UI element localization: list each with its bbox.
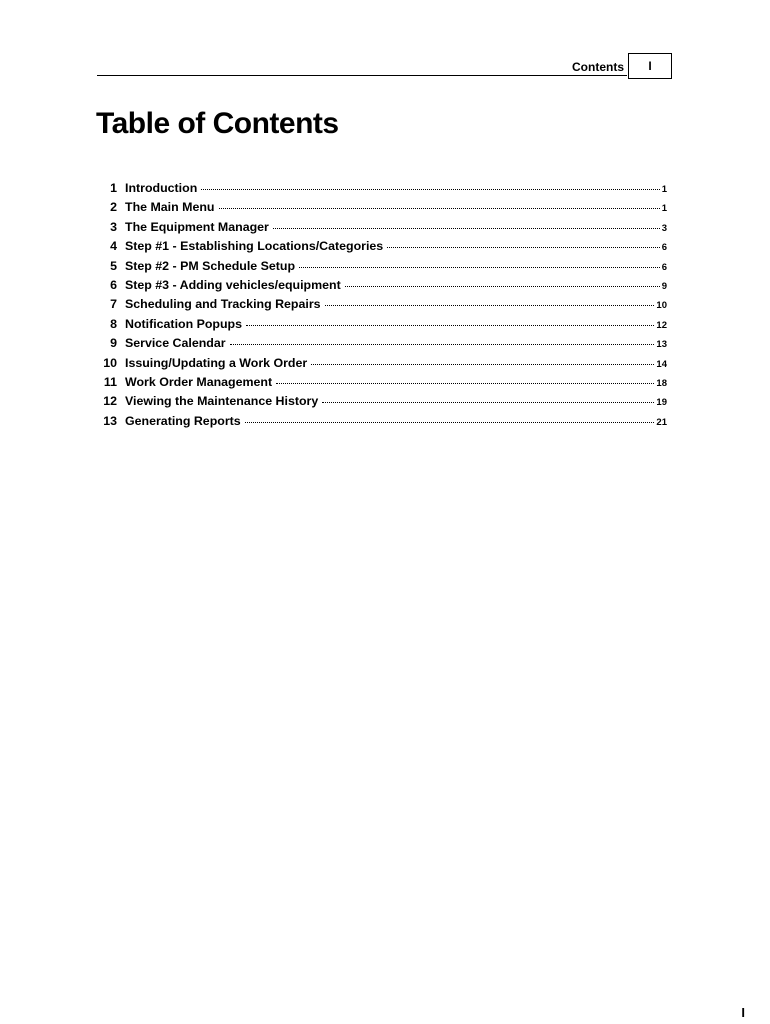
toc-leader-dots xyxy=(322,402,654,403)
page-header xyxy=(97,53,672,81)
toc-entry-title[interactable]: Step #3 - Adding vehicles/equipment xyxy=(125,277,341,292)
toc-leader-dots xyxy=(387,247,660,248)
toc-entry-number: 10 xyxy=(103,355,117,370)
toc-leader-dots xyxy=(219,208,660,209)
page-title: Table of Contents xyxy=(96,107,339,140)
toc-entry[interactable] xyxy=(97,394,667,413)
toc-entry-title[interactable]: Work Order Management xyxy=(125,374,273,389)
toc-entry[interactable] xyxy=(97,239,667,258)
toc-entry[interactable] xyxy=(97,278,667,297)
toc-entry-number: 3 xyxy=(110,219,117,234)
toc-entry-number: 9 xyxy=(110,336,117,351)
toc-entry-number: 4 xyxy=(110,239,117,254)
toc-entry[interactable] xyxy=(97,336,667,355)
toc-leader-dots xyxy=(201,189,659,190)
toc-entry-title[interactable]: Step #1 - Establishing Locations/Categories xyxy=(125,239,384,254)
toc-entry[interactable] xyxy=(97,181,667,200)
header-page-marker: I xyxy=(628,53,672,79)
toc-entry-title[interactable]: Issuing/Updating a Work Order xyxy=(125,355,308,370)
toc-entry-page[interactable]: 19 xyxy=(656,397,667,409)
toc-entry-number: 2 xyxy=(110,200,117,215)
toc-entry-title[interactable]: Introduction xyxy=(125,181,198,195)
toc-leader-dots xyxy=(325,305,655,306)
toc-entry-page[interactable]: 6 xyxy=(661,261,667,273)
toc-leader-dots xyxy=(299,267,660,268)
toc-entry-title[interactable]: Viewing the Maintenance History xyxy=(125,394,319,409)
toc-entry[interactable] xyxy=(97,297,667,316)
toc-entry-number: 1 xyxy=(110,181,117,195)
toc-entry-page[interactable]: 3 xyxy=(661,222,667,234)
toc-leader-dots xyxy=(311,364,654,365)
toc-entry-page[interactable]: 12 xyxy=(656,319,667,331)
toc-entry-page[interactable]: 14 xyxy=(656,358,667,370)
toc-entry-title[interactable]: The Equipment Manager xyxy=(125,219,269,234)
toc-entry-title[interactable]: Step #2 - PM Schedule Setup xyxy=(125,258,296,273)
toc-entry-page[interactable]: 13 xyxy=(656,339,667,351)
toc-entry[interactable] xyxy=(97,317,667,336)
toc-entry-number: 11 xyxy=(103,374,117,389)
toc-entry-number: 5 xyxy=(110,258,117,273)
toc-entry[interactable] xyxy=(97,220,667,239)
header-section-label: Contents xyxy=(572,60,624,74)
toc-entry-page[interactable]: 1 xyxy=(661,203,667,215)
toc-entry-page[interactable]: 6 xyxy=(661,242,667,254)
toc-leader-dots xyxy=(245,422,655,423)
toc-leader-dots xyxy=(273,228,660,229)
toc-entry-page[interactable]: 10 xyxy=(656,300,667,312)
toc-entry-title[interactable]: Service Calendar xyxy=(125,336,226,351)
header-rule xyxy=(97,75,627,76)
toc-entry-number: 12 xyxy=(103,394,117,409)
toc-entry-page[interactable]: 21 xyxy=(656,416,667,428)
table-of-contents xyxy=(97,181,667,433)
toc-entry[interactable] xyxy=(97,356,667,375)
toc-entry-number: 6 xyxy=(110,277,117,292)
toc-entry-page[interactable]: 18 xyxy=(656,377,667,389)
toc-entry[interactable] xyxy=(97,259,667,278)
toc-entry[interactable] xyxy=(97,414,667,433)
toc-entry[interactable] xyxy=(97,375,667,394)
toc-entry-number: 13 xyxy=(103,413,117,428)
toc-leader-dots xyxy=(345,286,660,287)
toc-entry-number: 7 xyxy=(110,297,117,312)
toc-entry-title[interactable]: Scheduling and Tracking Repairs xyxy=(125,297,321,312)
toc-leader-dots xyxy=(276,383,654,384)
toc-leader-dots xyxy=(246,325,654,326)
toc-entry-title[interactable]: Generating Reports xyxy=(125,413,241,428)
toc-entry-page[interactable]: 1 xyxy=(661,184,667,195)
toc-entry-title[interactable]: The Main Menu xyxy=(125,200,215,215)
toc-entry-title[interactable]: Notification Popups xyxy=(125,316,243,331)
toc-leader-dots xyxy=(230,344,655,345)
toc-entry[interactable] xyxy=(97,200,667,219)
toc-entry-number: 8 xyxy=(110,316,117,331)
footer-page-number: I xyxy=(741,1005,745,1020)
toc-entry-page[interactable]: 9 xyxy=(661,280,667,292)
